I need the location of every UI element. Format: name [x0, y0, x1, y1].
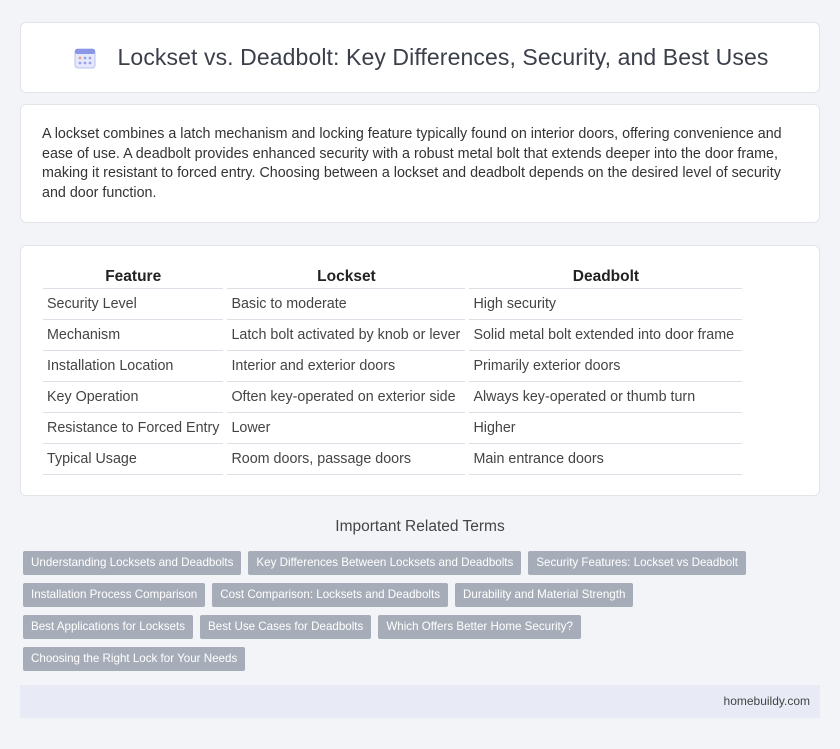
header-lockset: Lockset: [227, 266, 465, 289]
header-deadbolt: Deadbolt: [469, 266, 742, 289]
table-cell: Lower: [227, 413, 465, 444]
related-tag[interactable]: Choosing the Right Lock for Your Needs: [23, 647, 245, 671]
table-cell: Mechanism: [43, 320, 223, 351]
table-cell: Often key-operated on exterior side: [227, 382, 465, 413]
table-cell: Always key-operated or thumb turn: [469, 382, 742, 413]
table-cell: Primarily exterior doors: [469, 351, 742, 382]
intro-text: A lockset combines a latch mechanism and locking feature typically found on interior doors, offering convenience and ease of use. A deadbolt provides enhanced security with a robust metal bolt that extends deeper into the door frame, making it resistant to forced entry. Choosing between a lockset and deadbolt depends on the desired level of security and door function.: [42, 126, 782, 201]
related-tag[interactable]: Best Use Cases for Deadbolts: [200, 615, 371, 639]
table-cell: Solid metal bolt extended into door frame: [469, 320, 742, 351]
table-cell: Higher: [469, 413, 742, 444]
table-cell: Basic to moderate: [227, 289, 465, 320]
table-cell: Installation Location: [43, 351, 223, 382]
calendar-grid-icon: [72, 45, 98, 71]
intro-card: [20, 104, 820, 223]
table-row: [43, 382, 742, 413]
header-feature: Feature: [43, 266, 223, 289]
table-cell: Latch bolt activated by knob or lever: [227, 320, 465, 351]
table-cell: Resistance to Forced Entry: [43, 413, 223, 444]
table-row: [43, 351, 742, 382]
table-row: [43, 444, 742, 475]
table-cell: Interior and exterior doors: [227, 351, 465, 382]
table-row: [43, 320, 742, 351]
table-cell: Room doors, passage doors: [227, 444, 465, 475]
footer-site[interactable]: homebuildy.com: [723, 694, 810, 708]
table-header-row: [43, 266, 742, 289]
table-cell: Security Level: [43, 289, 223, 320]
comparison-table: [39, 266, 746, 475]
related-tag[interactable]: Durability and Material Strength: [455, 583, 633, 607]
related-tag[interactable]: Security Features: Lockset vs Deadbolt: [528, 551, 746, 575]
table-row: [43, 413, 742, 444]
related-tags: [23, 551, 803, 679]
related-tag[interactable]: Installation Process Comparison: [23, 583, 205, 607]
related-tag[interactable]: Understanding Locksets and Deadbolts: [23, 551, 241, 575]
table-cell: Typical Usage: [43, 444, 223, 475]
related-terms-title: Important Related Terms: [335, 518, 505, 535]
table-row: [43, 289, 742, 320]
header-card: [20, 22, 820, 93]
related-tag[interactable]: Cost Comparison: Locksets and Deadbolts: [212, 583, 448, 607]
table-cell: Key Operation: [43, 382, 223, 413]
footer: [20, 685, 820, 718]
table-cell: Main entrance doors: [469, 444, 742, 475]
related-tag[interactable]: Which Offers Better Home Security?: [378, 615, 581, 639]
comparison-table-card: [20, 245, 820, 496]
related-tag[interactable]: Best Applications for Locksets: [23, 615, 193, 639]
page-title: Lockset vs. Deadbolt: Key Differences, Security, and Best Uses: [117, 44, 769, 70]
related-tag[interactable]: Key Differences Between Locksets and Deadbolts: [248, 551, 521, 575]
table-cell: High security: [469, 289, 742, 320]
